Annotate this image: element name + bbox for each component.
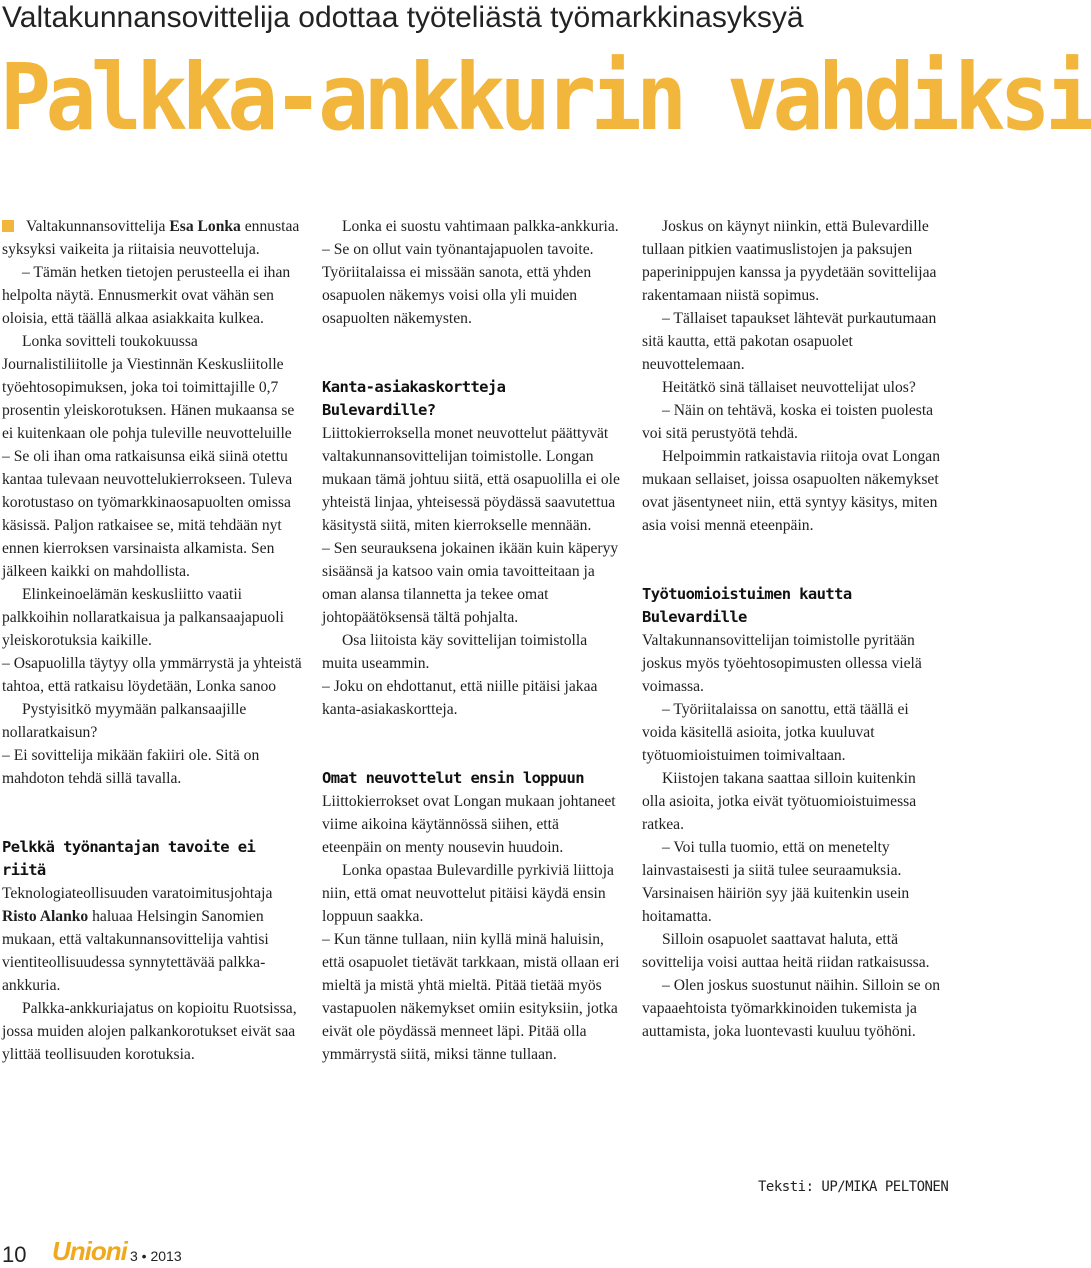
paragraph: Osa liitoista käy sovittelijan toimistolla muita useammin.: [322, 632, 588, 672]
page-number: 10: [2, 1242, 27, 1267]
paragraph: Lonka opastaa Bulevardille pyrkiviä liittoja niin, että omat neuvottelut pitäisi käydä ensin loppuun saakka.: [322, 862, 614, 925]
magazine-logo: Unioni: [52, 1236, 127, 1266]
paragraph: Silloin osapuolet saattavat haluta, että sovittelija voisi auttaa heitä riidan ratkaisussa.: [642, 931, 930, 971]
paragraph: – Työriitalaissa on sanottu, että täällä ei voida käsitellä asioita, jotka kuuluvat työtuomioistuimen toimivaltaan.: [642, 701, 909, 764]
column-3: [642, 215, 942, 1043]
paragraph: Joskus on käynyt niinkin, että Bulevardille tullaan pitkien vaatimuslistojen ja paksujen paperinippujen kanssa ja pyydetään sovittelijaa rakentamaan niistä sopimus.: [642, 218, 937, 304]
lead-paragraph: Valtakunnansovittelija Esa Lonka ennustaa syksyksi vaikeita ja riitaisia neuvotteluja.: [2, 218, 300, 258]
paragraph: – Näin on tehtävä, koska ei toisten puolesta voi sitä perustyötä tehdä.: [642, 402, 934, 442]
paragraph: Elinkeinoelämän keskusliitto vaatii palkkoihin nollaratkaisua ja palkansaajapuoli yleiskorotuksia kaikille.: [2, 586, 284, 649]
paragraph: Valtakunnansovittelijan toimistolle pyritään joskus myös työehtosopimusten ollessa vielä voimassa.: [642, 632, 922, 695]
paragraph: – Joku on ehdottanut, että niille pitäisi jakaa kanta-asiakaskortteja.: [322, 678, 598, 718]
paragraph: – Ei sovittelija mikään fakiiri ole. Sitä on mahdoton tehdä sillä tavalla.: [2, 747, 260, 787]
page-footer: [0, 1234, 400, 1266]
paragraph: Teknologiateollisuuden varatoimitusjohtaja Risto Alanko haluaa Helsingin Sanomien mukaan, että valtakunnansovittelija vahtisi vientiteollisuudessa synnytettävää palkka-ankkuria.: [2, 885, 273, 994]
paragraph: – Olen joskus suostunut näihin. Silloin se on vapaaehtoista työmarkkinoiden tukemista ja auttamista, joka luontevasti kuuluu työhöni.: [642, 977, 941, 1040]
paragraph: – Se oli ihan oma ratkaisunsa eikä siinä otettu kantaa tulevaan neuvottelukierrokseen. Tuleva korotustaso on työmarkkinaosapuolten omissa käsissä. Paljon ratkaisee se, mitä tehdään nyt ennen kierroksen varsinaista alkamista. Sen jälkeen kaikki on mahdollista.: [2, 448, 293, 580]
question: Pystyisitkö myymään palkansaajille nollaratkaisun?: [2, 701, 247, 741]
subheading: Työtuomioistuimen kautta Bulevardille: [642, 585, 852, 626]
subheading: Pelkkä työnantajan tavoite ei riitä: [2, 838, 256, 879]
paragraph: – Osapuolilla täytyy olla ymmärrystä ja yhteistä tahtoa, että ratkaisu löydetään, Lonka sanoo: [2, 655, 302, 695]
paragraph: – Tämän hetken tietojen perusteella ei ihan helpolta näytä. Ennusmerkit ovat vähän sen oloisia, että täällä alkaa asiakkaita kulkea.: [2, 264, 291, 327]
paragraph: Kiistojen takana saattaa silloin kuitenkin olla asioita, jotka eivät työtuomioistuimessa ratkea.: [642, 770, 917, 833]
issue-number: 3 • 2013: [130, 1248, 182, 1264]
column-2: [322, 215, 622, 1066]
paragraph: – Kun tänne tullaan, niin kyllä minä haluisin, että osapuolet tietävät tarkkaan, mistä ollaan eri mieltä ja mistä yhtä mieltä. Pitää tietää myös vastapuolen näkemykset omiin esityksiin, jotka eivät ole pöydässä menneet läpi. Pitää olla ymmärrystä siitä, miksi tänne tullaan.: [322, 931, 620, 1063]
paragraph: Liittokierrokset ovat Longan mukaan johtaneet viime aikoina käytännössä siihen, että eteenpäin on menty nousevin huudoin.: [322, 793, 616, 856]
paragraph: Helpoimmin ratkaistavia riitoja ovat Longan mukaan sellaiset, joissa osapuolten näkemykset ovat jäsentyneet niin, että syntyy käsitys, miten asia voisi mennä eteenpäin.: [642, 448, 941, 534]
paragraph: – Voi tulla tuomio, että on menetelty lainvastaisesti ja siitä tulee seuraamuksia. Varsinaisen häiriön syy jää kuitenkin usein hoitamatta.: [642, 839, 910, 925]
column-1: [2, 215, 302, 1066]
paragraph: Liittokierroksella monet neuvottelut päättyvät valtakunnansovittelijan toimistolle. Longan mukaan tämä johtuu siitä, että osapuolilla ei ole yhteistä linjaa, yhteisessä pöydässä saavutettua käsitystä siitä, miten kierrokselle mennään.: [322, 425, 620, 534]
bullet-square-icon: [2, 220, 14, 232]
paragraph: Lonka ei suostu vahtimaan palkka-ankkuria.: [342, 218, 619, 235]
paragraph: Palkka-ankkuriajatus on kopioitu Ruotsissa, jossa muiden alojen palkankorotukset eivät saa ylittää teollisuuden korotuksia.: [2, 1000, 297, 1063]
subheading: Kanta-asiakaskortteja Bulevardille?: [322, 378, 506, 419]
paragraph: – Sen seurauksena jokainen ikään kuin käperyy sisäänsä ja katsoo vain omia tavoitteitaan ja oman alansa tilannetta ja tekee omat johtopäätöksensä tältä pohjalta.: [322, 540, 619, 626]
subheading: Omat neuvottelut ensin loppuun: [322, 769, 584, 787]
paragraph: – Tällaiset tapaukset lähtevät purkautumaan sitä kautta, että pakotan osapuolet neuvottelemaan.: [642, 310, 937, 373]
author-credit: Teksti: UP/MIKA PELTONEN: [758, 1179, 949, 1195]
paragraph: – Se on ollut vain työnantajapuolen tavoite. Työriitalaissa ei missään sanota, että yhden osapuolen näkemys voisi olla yli muiden osapuolten näkemysten.: [322, 241, 594, 327]
headline: Palkka-ankkurin vahdiksi: [0, 44, 1091, 151]
question: Heitätkö sinä tällaiset neuvottelijat ulos?: [662, 379, 916, 396]
kicker: Valtakunnansovittelija odottaa työteliästä työmarkkinasyksyä: [2, 1, 804, 34]
paragraph: Lonka sovitteli toukokuussa Journalistiliitolle ja Viestinnän Keskusliitolle työehtosopimuksen, joka toi toimittajille 0,7 prosentin yleiskorotuksen. Hänen mukaansa se ei kuitenkaan ole pohja tuleville neuvotteluille: [2, 333, 295, 442]
